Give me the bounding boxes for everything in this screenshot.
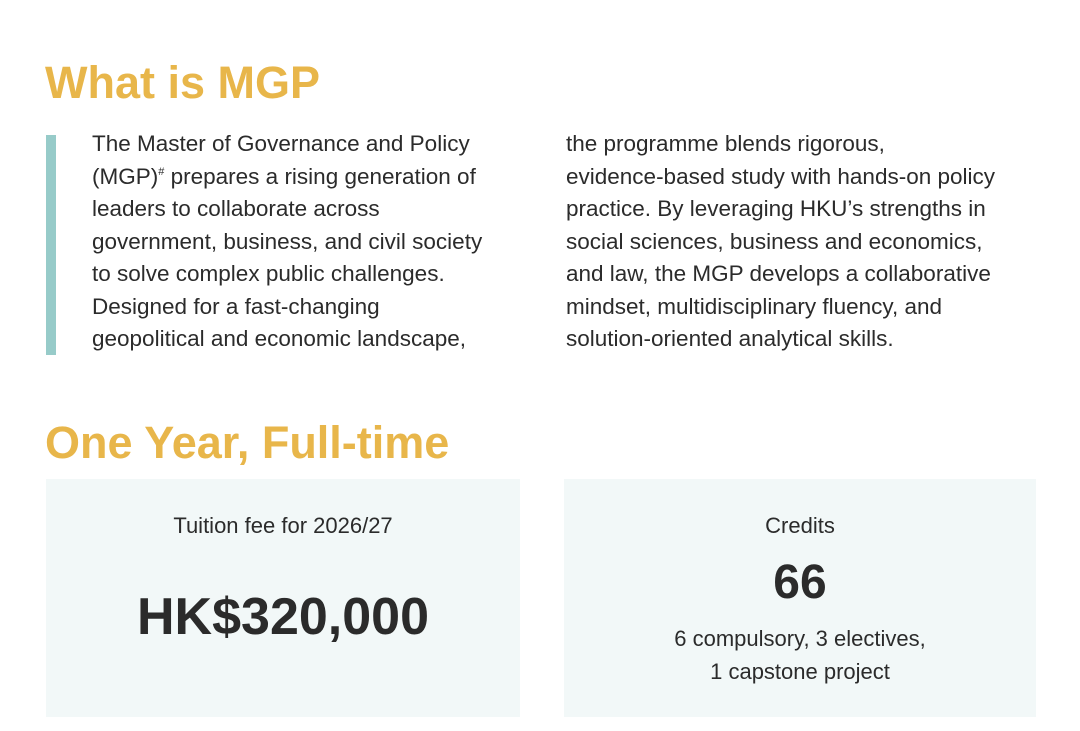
intro-text-start: The Master of Governance and Policy (MGP) xyxy=(92,131,470,189)
credits-label: Credits xyxy=(765,513,835,538)
intro-text-continued: prepares a rising generation of leaders to collaborate across government, business, and civil society to solve complex public challenges. Designed for a fast-changing geopolitical and economic landscape, xyxy=(92,163,483,351)
footnote-marker: # xyxy=(158,165,165,178)
credits-breakdown: 6 compulsory, 3 electives, 1 capstone project xyxy=(674,626,926,684)
section-title-one-year-full-time: One Year, Full-time xyxy=(45,417,450,468)
section-title-what-is-mgp: What is MGP xyxy=(45,57,321,108)
tuition-fee-amount: HK$320,000 xyxy=(137,588,429,646)
intro-paragraph-left xyxy=(92,128,542,356)
tuition-fee-label: Tuition fee for 2026/27 xyxy=(173,513,393,538)
tuition-fee-card xyxy=(46,479,520,717)
credits-count: 66 xyxy=(773,556,827,609)
intro-paragraph-right: the programme blends rigorous, evidence-based study with hands-on policy practice. By leveraging HKU’s strengths in social sciences, business and economics, and law, the MGP develops a collaborative mindset, multidisciplinary fluency, and solution-oriented analytical skills. xyxy=(566,131,996,351)
credits-card xyxy=(564,479,1036,717)
accent-bar xyxy=(46,135,56,355)
